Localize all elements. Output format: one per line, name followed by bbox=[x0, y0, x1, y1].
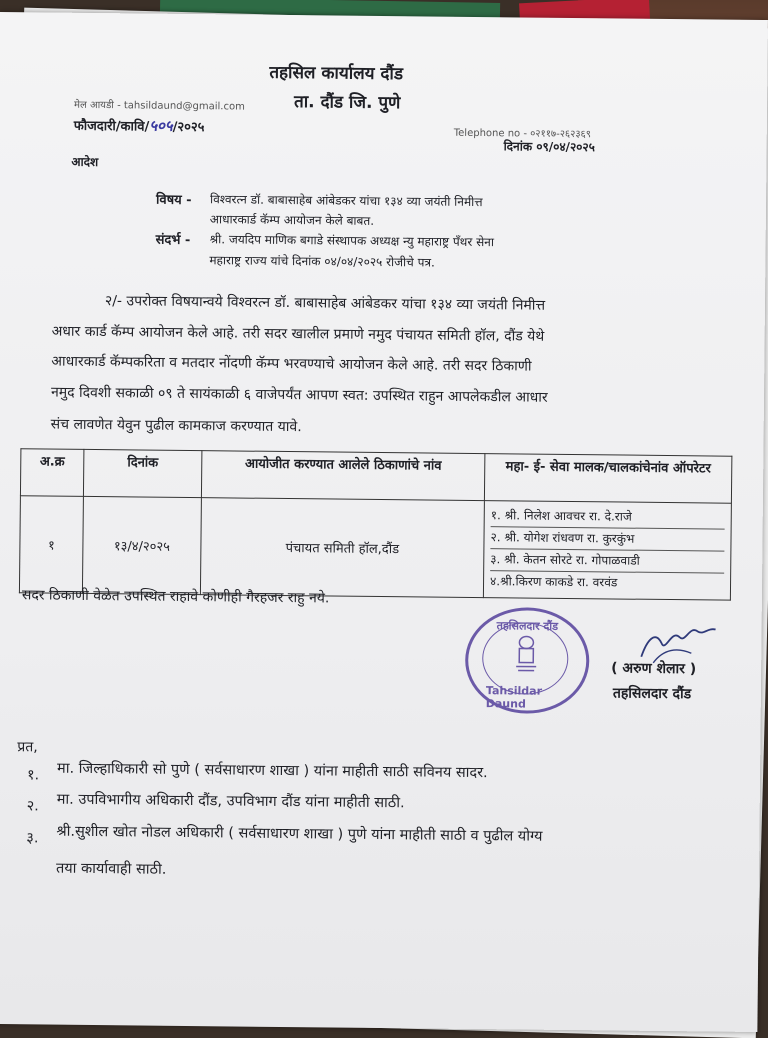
document-page bbox=[0, 12, 768, 1032]
body-line-1: २/- उपरोक्त विषयान्वये विश्वरत्न डॉ. बाबासाहेब आंबेडकर यांचा १३४ व्या जयंती निमीत्त bbox=[105, 291, 545, 315]
attendance-note: सदर ठिकाणी वेळेत उपस्थित राहावे कोणीही गैरहजर राहु नये. bbox=[22, 585, 330, 607]
col-header-date: दिनांक bbox=[83, 449, 201, 497]
cell-venue: पंचायत समिती हॉल,दौंड bbox=[200, 498, 484, 598]
ref-handwritten-number: ५०५ bbox=[149, 117, 173, 135]
copy-item-continuation: तया कार्यावाही साठी. bbox=[56, 858, 167, 879]
operator-item: १. श्री. निलेश आवचर रा. दे.राजे bbox=[491, 505, 725, 529]
table-row bbox=[19, 496, 731, 600]
order-label: आदेश bbox=[71, 153, 98, 170]
reference-line-1: श्री. जयदिप माणिक बगाडे संस्थापक अध्यक्ष न्यु महाराष्ट्र पँथर सेना bbox=[210, 230, 495, 250]
emblem-icon bbox=[512, 634, 540, 674]
table-header-row bbox=[20, 449, 731, 503]
col-header-operators: महा- ई- सेवा मालक/चालकांचेनांव ऑपरेटर bbox=[484, 454, 731, 504]
ref-suffix: /२०२५ bbox=[173, 120, 205, 135]
copy-to-label: प्रत, bbox=[17, 737, 38, 756]
copy-item: मा. उपविभागीय अधिकारी दौंड, उपविभाग दौंड यांना माहीती साठी. bbox=[57, 789, 405, 813]
copy-item-number: २. bbox=[27, 795, 39, 815]
signatory-designation: तहसिलदार दौंड bbox=[613, 683, 691, 703]
office-phone: Telephone no - ०२११७-२६२३६९ bbox=[454, 125, 591, 140]
copy-item: मा. जिल्हाधिकारी सो पुणे ( सर्वसाधारण शाखा ) यांना माहीती साठी सविनय सादर. bbox=[57, 758, 488, 783]
operator-item: ३. श्री. केतन सोरटे रा. गोपाळवाडी bbox=[490, 549, 724, 573]
seal-top-text: तहसिलदार दौंड bbox=[497, 618, 559, 634]
cell-date: १३/४/२०२५ bbox=[82, 496, 201, 594]
col-header-venue: आयोजीत करण्यात आलेले ठिकाणांचे नांव bbox=[201, 451, 484, 501]
subject-line-1: विश्वरत्न डॉ. बाबासाहेब आंबेडकर यांचा १३४ व्या जयंती निमीत्त bbox=[210, 190, 483, 210]
office-email: मेल आयडी - tahsildaund@gmail.com bbox=[74, 97, 245, 113]
col-header-sr: अ.क्र bbox=[20, 449, 83, 497]
camp-table bbox=[19, 448, 732, 600]
reference-label: संदर्भ - bbox=[156, 230, 191, 248]
body-line-5: संच लावणेत येवुन पुढील कामकाज करण्यात यावे. bbox=[51, 415, 302, 437]
cell-operators bbox=[483, 501, 731, 601]
order-date: दिनांक ०९/०४/२०२५ bbox=[504, 137, 596, 155]
copy-item: श्री.सुशील खोत नोडल अधिकारी ( सर्वसाधारण शाखा ) पुणे यांना माहीती साठी व पुढील योग्य bbox=[56, 821, 542, 846]
body-line-4: नमुद दिवशी सकाळी ०९ ते सायंकाळी ६ वाजेपर्यंत आपण स्वत: उपस्थित राहुन आपलेकडील आधार bbox=[51, 383, 548, 407]
copy-item-number: ३. bbox=[26, 827, 38, 847]
signatory-name: ( अरुण शेलार ) bbox=[611, 658, 696, 678]
subject-line-2: आधारकार्ड कॅम्प आयोजन केले बाबत. bbox=[210, 210, 374, 229]
subject-label: विषय - bbox=[156, 190, 192, 208]
body-line-3: आधारकार्ड कॅम्पकरिता व मतदार नोंदणी कॅम्प भरवण्याचे आयोजन केले आहे. तरी सदर ठिकाणी bbox=[51, 352, 531, 376]
reference-line-2: महाराष्ट्र राज्य यांचे दिनांक ०४/०४/२०२५ रोजीचे पत्र. bbox=[209, 251, 435, 270]
seal-bottom-text: Tahsildar Daund bbox=[486, 684, 586, 711]
office-address: ता. दौंड जि. पुणे bbox=[294, 89, 401, 113]
official-seal bbox=[465, 607, 590, 714]
operator-item: २. श्री. योगेश रांधवण रा. कुरकुंभ bbox=[490, 527, 724, 551]
office-title: तहसिल कार्यालय दौंड bbox=[269, 60, 403, 84]
reference-number bbox=[74, 115, 205, 136]
operator-item: ४.श्री.किरण काकडे रा. वरवंड bbox=[490, 571, 724, 594]
ref-prefix: फौजदारी/कावि/ bbox=[74, 119, 150, 135]
body-line-2: अधार कार्ड कॅम्प आयोजन केले आहे. तरी सदर खालील प्रमाणे नमुद पंचायत समिती हॉल, दौंड येथे bbox=[52, 322, 545, 346]
cell-sr: १ bbox=[19, 496, 83, 594]
copy-item-number: १. bbox=[27, 764, 39, 784]
